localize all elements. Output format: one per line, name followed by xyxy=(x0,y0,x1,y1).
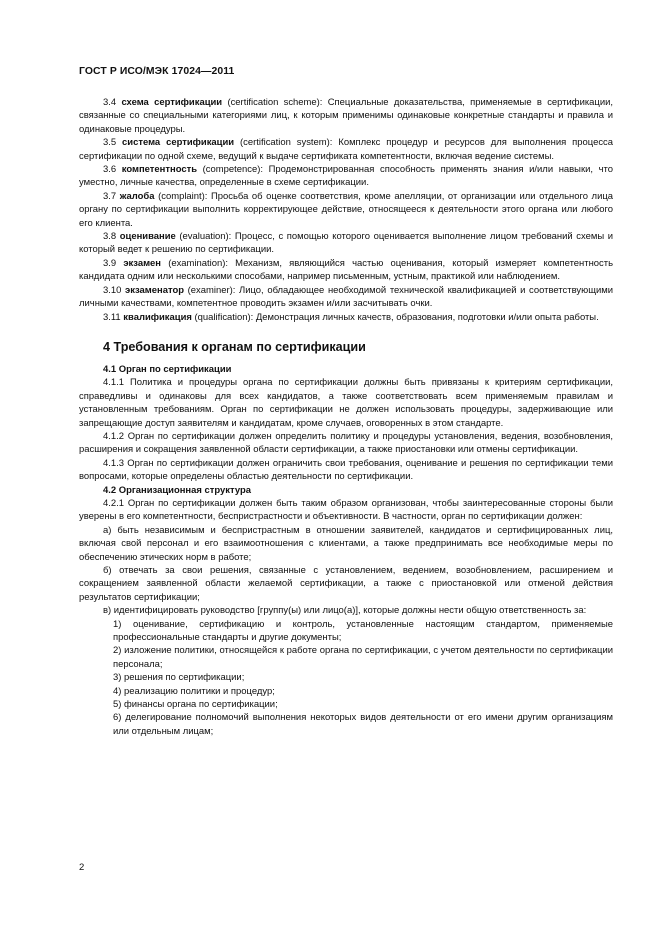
subsection-heading: 4.2 Организационная структура xyxy=(103,484,251,496)
list-item: в) идентифицировать руководство [группу(ы) или лицо(а)], которые должны нести общую ответственность за: xyxy=(103,605,587,617)
term-entry: 3.11 квалификация (qualification): Демонстрация личных качеств, образования, подготовки и/или опыта работы. xyxy=(103,311,599,323)
term-entry: 3.10 экзаменатор (examiner): Лицо, обладающее необходимой технической квалификацией и соответствующими личными качествами, компетентное проводить экзамен и/или засчитывать очки. xyxy=(79,284,613,310)
term-entry: 3.7 жалоба (complaint): Просьба об оценке соответствия, кроме апелляции, от организации или отдельного лица органу по сертификации выполнить корректирующее действие, относящееся к деятельности этого органа или любого его клиента. xyxy=(79,190,613,229)
list-item: а) быть независимым и беспристрастным в отношении заявителей, кандидатов и сертифицированных лиц, включая свой персонал и его взаимоотношения с клиентами, а также предпринимать все необходимые меры по обеспечению этических норм в работе; xyxy=(79,524,613,563)
term-entry: 3.9 экзамен (examination): Механизм, являющийся частью оценивания, который измеряет компетентность кандидата одним или несколькими способами, например письменным, устным, практикой или наблюдением. xyxy=(79,257,613,283)
sub-list-item: 1) оценивание, сертификацию и контроль, установленные настоящим стандартом, применяемые профессиональные стандарты и другие документы; xyxy=(113,618,613,644)
sub-list-item: 4) реализацию политики и процедур; xyxy=(113,685,275,697)
term-entry: 3.5 система сертификации (certification system): Комплекс процедур и ресурсов для выполнения процесса сертификации по одной схеме, ведущий к выдаче сертификата компетентности, включая ведение системы. xyxy=(79,137,614,162)
list-item: б) отвечать за свои решения, связанные с установлением, ведением, возобновлением, расширением и сокращением заявленной области желаемой сертификации, а также с приостановкой или отменой действия результатов сертификации; xyxy=(79,565,613,603)
document-header: ГОСТ Р ИСО/МЭК 17024—2011 xyxy=(79,66,235,77)
term-entry: 3.4 схема сертификации (certification scheme): Специальные доказательства, применяемые в сертификации, связанные со специальными категориями лиц, к которым применимы одинаковые конкретные стандарты и правила и одинаковые процедуры. xyxy=(79,97,614,135)
sub-list-item: 5) финансы органа по сертификации; xyxy=(113,699,278,711)
term-entry: 3.8 оценивание (evaluation): Процесс, с помощью которого оценивается выполнение лицом требований схемы и который ведет к решению по сертификации. xyxy=(79,231,613,256)
term-entry: 3.6 компетентность (competence): Продемонстрированная способность применять знания и/или навыки, что уместно, личные качества, определенные в схеме сертификации. xyxy=(79,164,613,189)
paragraph: 4.1.2 Орган по сертификации должен определить политику и процедуры установления, ведения, возобновления, расширения и сокращения заявленной области сертификации, а также приостановки или отмены сертификации. xyxy=(79,430,613,456)
paragraph: 4.1.1 Политика и процедуры органа по сертификации должны быть привязаны к критериям сертификации, справедливы и одинаковы для всех кандидатов, а также соответствовать всем применяемым правилам и установленным требованиям. Орган по сертификации не должен использовать процедуры, задерживающие или запрещающие доступ заявителям и кандидатам, кроме случаев, оговоренных в этом стандарте. xyxy=(79,377,613,429)
page-number: 2 xyxy=(79,862,85,873)
paragraph: 4.1.3 Орган по сертификации должен ограничить свои требования, оценивание и решения по сертификации теми вопросами, которые определены областью деятельности по сертификации. xyxy=(79,457,613,483)
sub-list-item: 6) делегирование полномочий выполнения некоторых видов деятельности от его имени другим организациям или отдельным лицам; xyxy=(113,712,613,737)
sub-list-item: 3) решения по сертификации; xyxy=(113,672,245,684)
document-body xyxy=(79,96,613,738)
section-heading: 4 Требования к органам по сертификации xyxy=(103,339,366,354)
subsection-heading: 4.1 Орган по сертификации xyxy=(103,363,232,375)
paragraph: 4.2.1 Орган по сертификации должен быть таким образом организован, чтобы заинтересованные стороны были уверены в его компетентности, беспристрастности и объективности. В частности, орган по сертификации должен: xyxy=(79,497,613,523)
sub-list-item: 2) изложение политики, относящейся к работе органа по сертификации, с учетом деятельности по сертификации персонала; xyxy=(113,645,613,670)
